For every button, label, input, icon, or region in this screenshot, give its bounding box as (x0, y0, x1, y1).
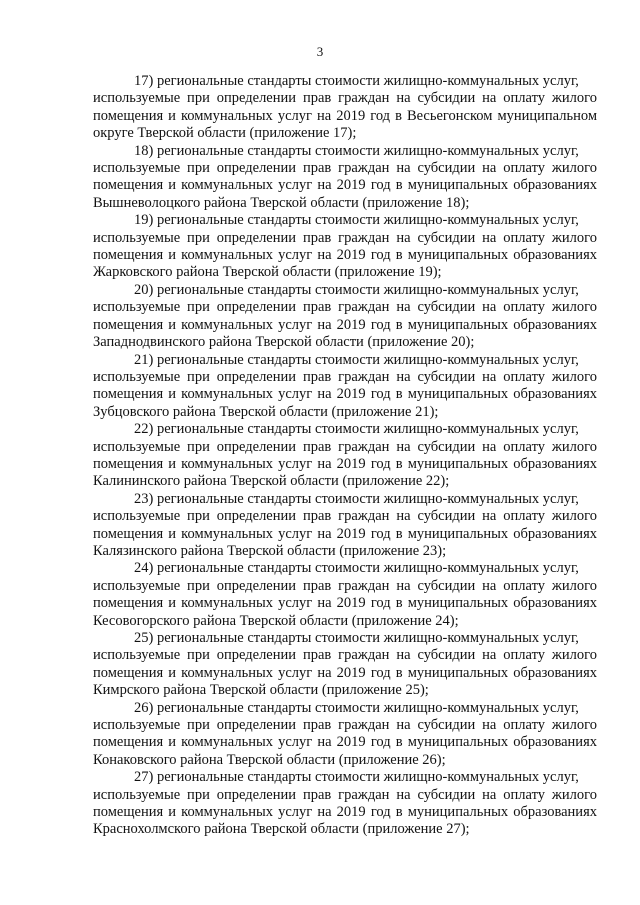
list-item-text: используемые при определении прав граждан на субсидии на оплату жилого помещения и коммунальных услуг на 2019 год в муниципальных образованиях Калининского района Тверской области (приложение 22); (93, 438, 597, 490)
list-item-text: используемые при определении прав граждан на субсидии на оплату жилого помещения и коммунальных услуг на 2019 год в муниципальных образованиях Вышневолоцкого района Тверской области (приложение 18); (93, 160, 597, 211)
list-item-text: используемые при определении прав граждан на субсидии на оплату жилого помещения и коммунальных услуг на 2019 год в муниципальных образованиях Кимрского района Тверской области (приложение 25); (93, 647, 597, 699)
list-item-text: используемые при определении прав граждан на субсидии на оплату жилого помещения и коммунальных услуг на 2019 год в муниципальных образованиях Конаковского района Тверской области (приложение 26); (93, 717, 597, 768)
list-item (93, 352, 597, 422)
list-item (93, 212, 597, 282)
list-item-lead: 26) региональные стандарты стоимости жилищно-коммунальных услуг, (134, 699, 579, 716)
list-item-lead: 22) региональные стандарты стоимости жилищно-коммунальных услуг, (134, 421, 579, 438)
page-number: 3 (316, 44, 324, 59)
list-item (93, 421, 597, 491)
list-item-text: используемые при определении прав граждан на субсидии на оплату жилого помещения и коммунальных услуг на 2019 год в муниципальных образованиях Жарковского района Тверской области (приложение 19); (93, 229, 597, 281)
list-item-text: используемые при определении прав граждан на субсидии на оплату жилого помещения и коммунальных услуг на 2019 год в муниципальных образованиях Кесовогорского района Тверской области (приложение 24); (93, 577, 597, 629)
list-item-lead: 23) региональные стандарты стоимости жилищно-коммунальных услуг, (134, 490, 579, 507)
list-item-lead: 20) региональные стандарты стоимости жилищно-коммунальных услуг, (134, 281, 579, 298)
list-item (93, 282, 597, 352)
list-item-text: используемые при определении прав граждан на субсидии на оплату жилого помещения и коммунальных услуг на 2019 год в муниципальных образованиях Западнодвинского района Тверской области (приложение 20); (93, 299, 597, 351)
list-item (93, 630, 597, 700)
list-item-text: используемые при определении прав граждан на субсидии на оплату жилого помещения и коммунальных услуг на 2019 год в Весьегонском муниципальном округе Тверской области (приложение 17); (93, 90, 597, 142)
list-item-lead: 21) региональные стандарты стоимости жилищно-коммунальных услуг, (134, 351, 579, 368)
list-item-lead: 24) региональные стандарты стоимости жилищно-коммунальных услуг, (134, 560, 579, 577)
list-item (93, 491, 597, 561)
list-item (93, 73, 597, 143)
list-item (93, 143, 597, 213)
list-item (93, 769, 597, 839)
list-item-lead: 27) региональные стандарты стоимости жилищно-коммунальных услуг, (134, 769, 579, 786)
list-item (93, 560, 597, 630)
list-item-lead: 17) региональные стандарты стоимости жилищно-коммунальных услуг, (134, 73, 579, 89)
document-body (93, 73, 597, 839)
list-item-text: используемые при определении прав граждан на субсидии на оплату жилого помещения и коммунальных услуг на 2019 год в муниципальных образованиях Краснохолмского района Тверской области (приложение 27); (93, 786, 597, 838)
list-item (93, 700, 597, 770)
list-item-text: используемые при определении прав граждан на субсидии на оплату жилого помещения и коммунальных услуг на 2019 год в муниципальных образованиях Калязинского района Тверской области (приложение 23); (93, 508, 597, 559)
list-item-lead: 25) региональные стандарты стоимости жилищно-коммунальных услуг, (134, 630, 579, 646)
list-item-lead: 18) региональные стандарты стоимости жилищно-коммунальных услуг, (134, 142, 579, 159)
list-item-text: используемые при определении прав граждан на субсидии на оплату жилого помещения и коммунальных услуг на 2019 год в муниципальных образованиях Зубцовского района Тверской области (приложение 21); (93, 368, 597, 420)
list-item-lead: 19) региональные стандарты стоимости жилищно-коммунальных услуг, (134, 212, 579, 229)
